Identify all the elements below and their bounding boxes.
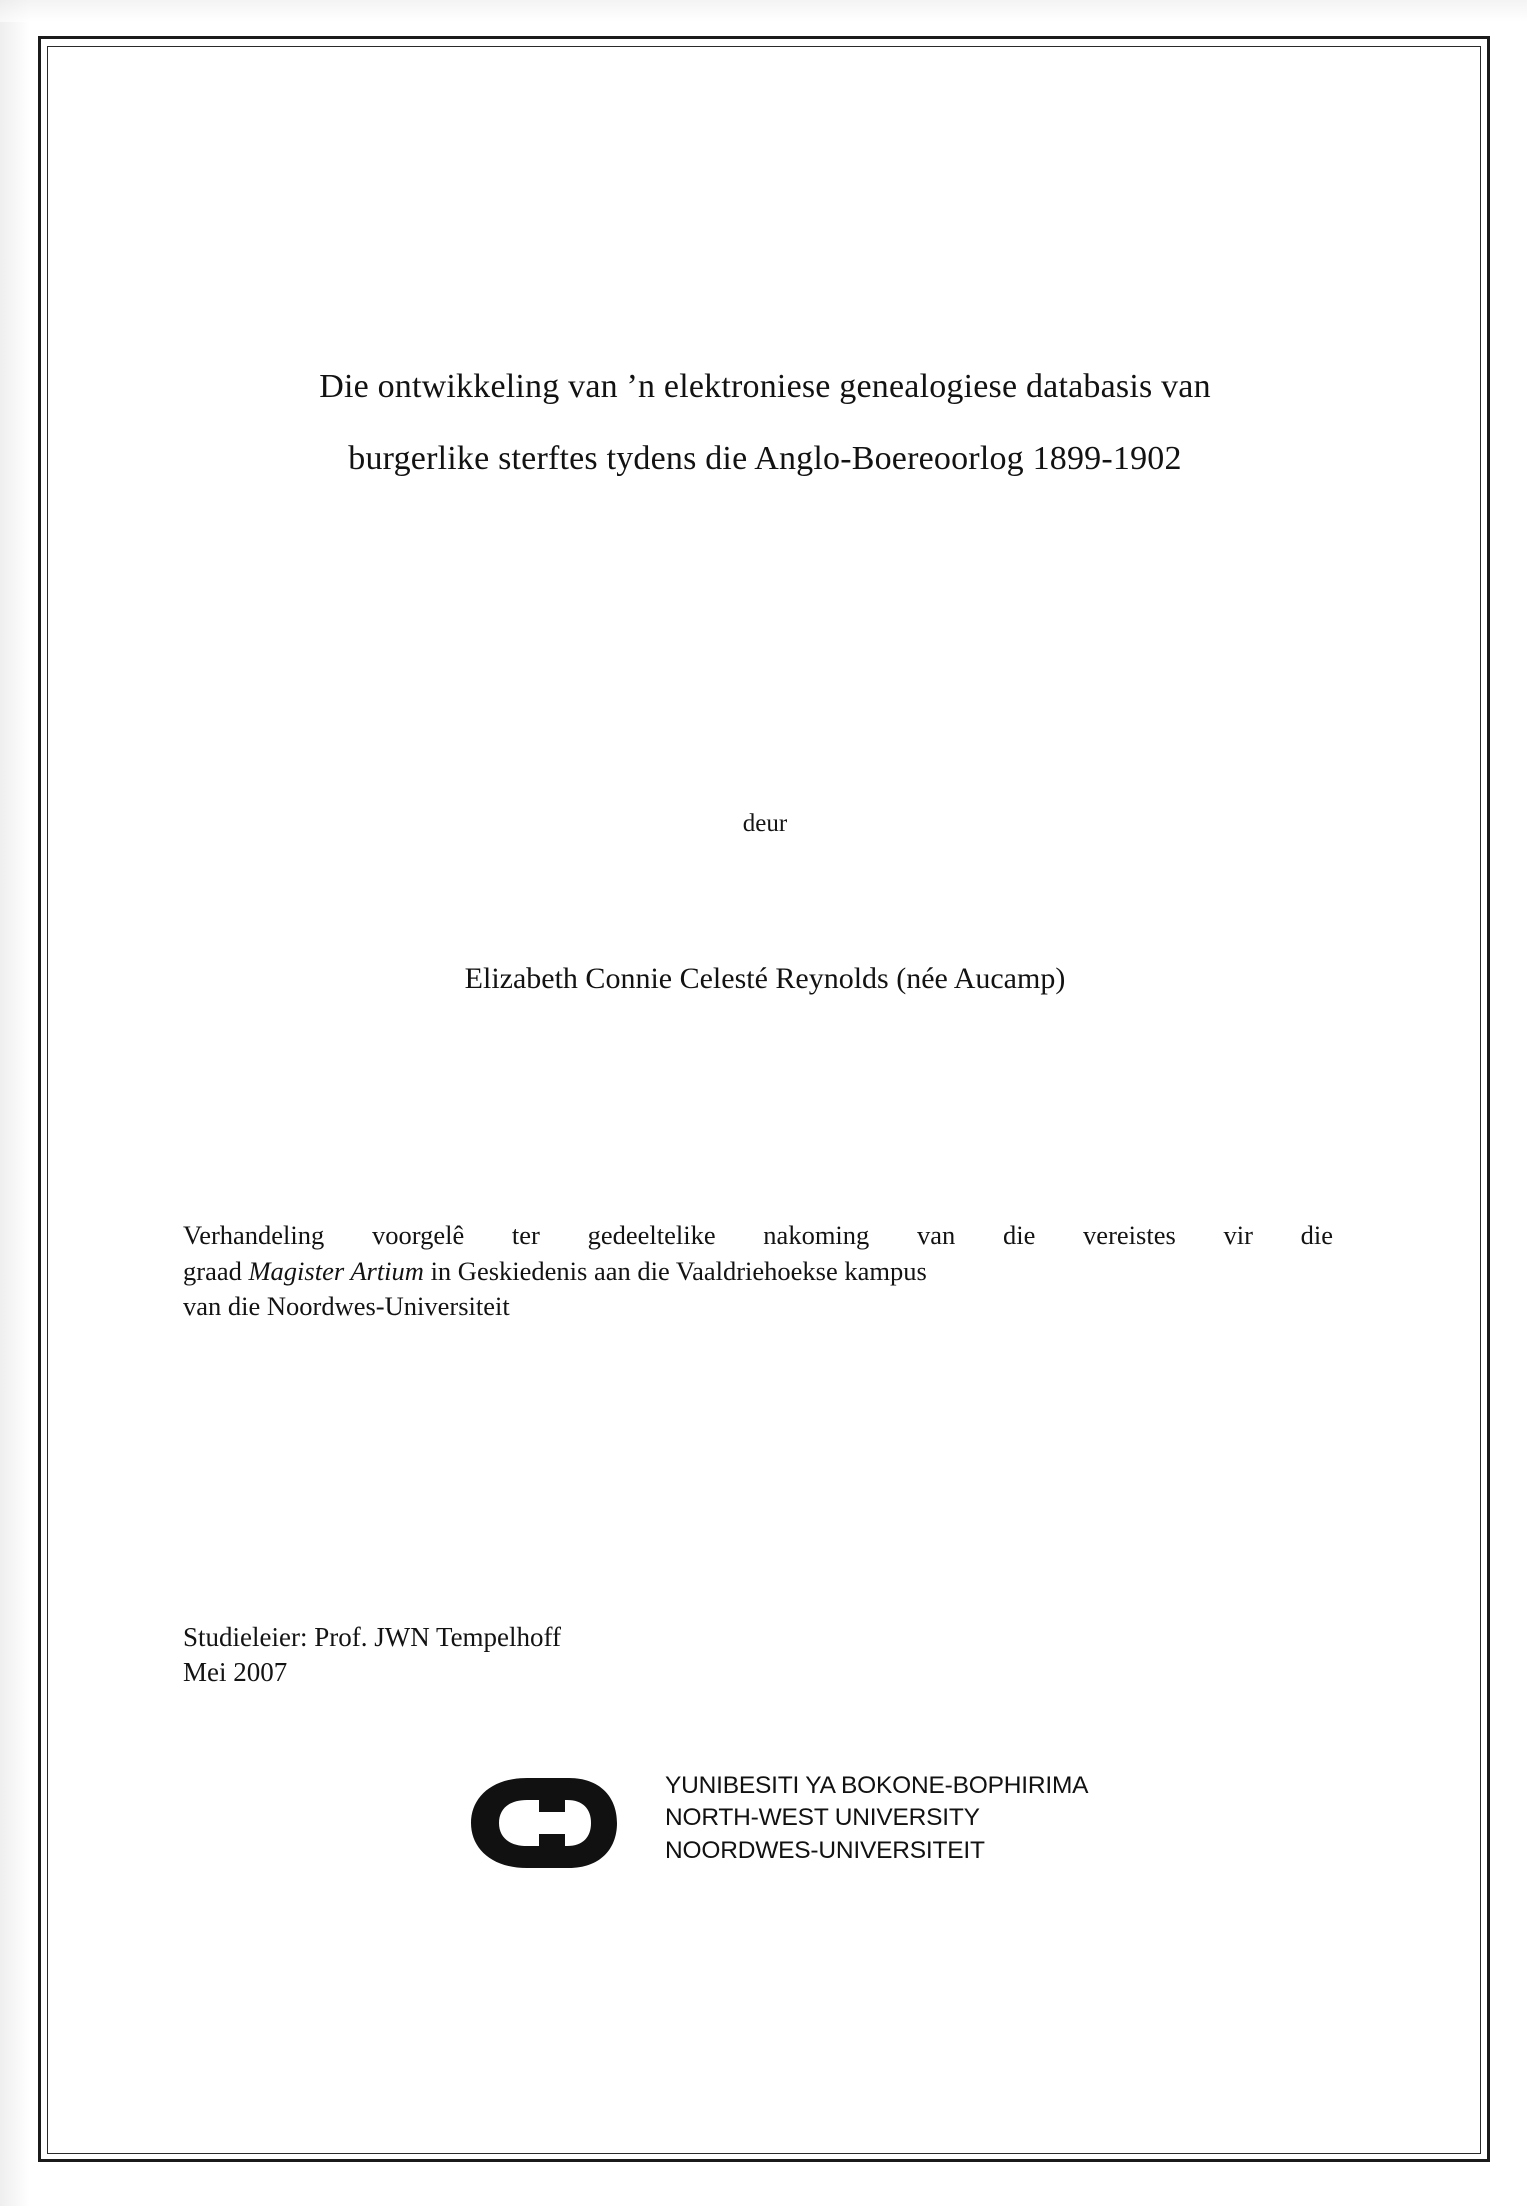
supervisor-name: Studieleier: Prof. JWN Tempelhoff [183,1622,562,1652]
degree-line2-prefix: graad [183,1255,249,1286]
university-logo-block [465,1768,1165,1878]
degree-statement [183,1218,1333,1325]
logo-text-line-2: NORTH-WEST UNIVERSITY [665,1804,980,1832]
degree-line2-suffix: in Geskiedenis aan die Vaaldriehoekse kampus [423,1255,927,1286]
submission-date: Mei 2007 [183,1656,288,1687]
supervisor-block [183,1620,1083,1689]
north-west-university-logo-icon [465,1772,655,1874]
by-label: deur [742,810,788,837]
page-title [175,370,1355,476]
author-name: Elizabeth Connie Celesté Reynolds (née Aucamp) [464,962,1066,995]
title-page-content [175,0,1355,2206]
degree-name-italic: Magister Artium [248,1255,424,1286]
page-edge-shading-left [0,0,30,2206]
university-logo-text [665,1770,1088,1867]
degree-statement-line-2 [183,1254,1333,1290]
title-line-1: Die ontwikkeling van ’n elektroniese genealogiese databasis van [319,368,1211,405]
degree-statement-line-3: van die Noordwes-Universiteit [183,1291,510,1321]
logo-text-line-1: YUNIBESITI YA BOKONE-BOPHIRIMA [665,1772,1089,1799]
degree-statement-line-1: Verhandeling voorgelê ter gedeeltelike nakoming van die vereistes vir die [183,1220,1333,1250]
logo-text-line-3: NOORDWES-UNIVERSITEIT [665,1836,985,1864]
title-line-2: burgerlike sterftes tydens die Anglo-Boereoorlog 1899-1902 [348,440,1182,477]
